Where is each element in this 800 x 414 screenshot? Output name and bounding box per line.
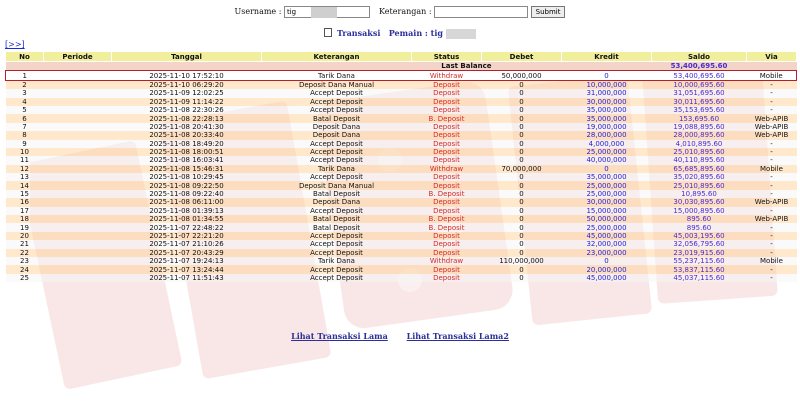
- cell-no: 23: [6, 257, 44, 265]
- pemain-label: Pemain : tig: [388, 28, 443, 38]
- table-row: [6, 181, 797, 189]
- cell-saldo: 45,003,195.60: [652, 232, 747, 240]
- cell-keterangan: Accept Deposit: [262, 89, 412, 97]
- cell-status: Deposit: [412, 123, 482, 131]
- cell-via: -: [747, 190, 797, 198]
- col-tanggal: Tanggal: [112, 52, 262, 62]
- cell-saldo: 23,019,915.60: [652, 249, 747, 257]
- cell-keterangan: Accept Deposit: [262, 274, 412, 282]
- cell-no: 9: [6, 140, 44, 148]
- cell-keterangan: Tarik Dana: [262, 165, 412, 173]
- cell-kredit: 23,000,000: [562, 249, 652, 257]
- submit-button[interactable]: Submit: [531, 6, 566, 18]
- cell-kredit: 45,000,000: [562, 274, 652, 282]
- cell-keterangan: Accept Deposit: [262, 249, 412, 257]
- cell-kredit: 31,000,000: [562, 89, 652, 97]
- cell-kredit: 25,000,000: [562, 190, 652, 198]
- cell-status: Withdraw: [412, 165, 482, 173]
- cell-no: 25: [6, 274, 44, 282]
- cell-saldo: 10,895.60: [652, 190, 747, 198]
- table-row: [6, 198, 797, 206]
- caption-label: Transaksi: [337, 28, 381, 38]
- cell-saldo: 25,010,895.60: [652, 181, 747, 189]
- table-row: [6, 106, 797, 114]
- cell-keterangan: Accept Deposit: [262, 265, 412, 273]
- table-row: [6, 274, 797, 282]
- cell-kredit: 40,000,000: [562, 156, 652, 164]
- cell-debet: 0: [482, 274, 562, 282]
- cell-keterangan: Accept Deposit: [262, 240, 412, 248]
- cell-debet: 0: [482, 190, 562, 198]
- cell-debet: 0: [482, 265, 562, 273]
- cell-periode: [44, 181, 112, 189]
- cell-keterangan: Deposit Dana: [262, 198, 412, 206]
- old-transactions-link-2[interactable]: Lihat Transaksi Lama2: [406, 331, 509, 341]
- cell-tanggal: 2025-11-08 20:33:40: [112, 131, 262, 139]
- cell-debet: 0: [482, 148, 562, 156]
- cell-via: Web-APIB: [747, 215, 797, 223]
- cell-tanggal: 2025-11-09 12:02:25: [112, 89, 262, 97]
- cell-saldo: 65,685,895.60: [652, 165, 747, 173]
- cell-tanggal: 2025-11-08 09:22:50: [112, 181, 262, 189]
- cell-keterangan: Accept Deposit: [262, 106, 412, 114]
- cell-no: 5: [6, 106, 44, 114]
- cell-saldo: 153,695.60: [652, 114, 747, 122]
- cell-debet: 70,000,000: [482, 165, 562, 173]
- cell-saldo: 19,088,895.60: [652, 123, 747, 131]
- cell-debet: 50,000,000: [482, 71, 562, 80]
- cell-kredit: 35,000,000: [562, 106, 652, 114]
- cell-status: B. Deposit: [412, 215, 482, 223]
- cell-via: Mobile: [747, 71, 797, 80]
- table-row: [6, 190, 797, 198]
- cell-status: B. Deposit: [412, 190, 482, 198]
- table-row: [6, 215, 797, 223]
- cell-debet: 0: [482, 240, 562, 248]
- cell-tanggal: 2025-11-07 20:43:29: [112, 249, 262, 257]
- cell-periode: [44, 148, 112, 156]
- cell-no: 8: [6, 131, 44, 139]
- col-keterangan: Keterangan: [262, 52, 412, 62]
- cell-tanggal: 2025-11-08 16:03:41: [112, 156, 262, 164]
- cell-via: Web-APIB: [747, 198, 797, 206]
- table-row: [6, 131, 797, 139]
- cell-status: Deposit: [412, 80, 482, 89]
- masked-player: [446, 29, 476, 39]
- cell-periode: [44, 131, 112, 139]
- last-balance-row: [6, 62, 797, 71]
- cell-kredit: 28,000,000: [562, 131, 652, 139]
- cell-kredit: 19,000,000: [562, 123, 652, 131]
- col-periode: Periode: [44, 52, 112, 62]
- cell-kredit: 35,000,000: [562, 173, 652, 181]
- cell-kredit: 0: [562, 165, 652, 173]
- cell-periode: [44, 265, 112, 273]
- cell-kredit: 50,000,000: [562, 215, 652, 223]
- cell-kredit: 45,000,000: [562, 232, 652, 240]
- cell-no: 22: [6, 249, 44, 257]
- cell-status: Deposit: [412, 140, 482, 148]
- cell-status: Deposit: [412, 181, 482, 189]
- cell-saldo: 35,020,895.60: [652, 173, 747, 181]
- cell-debet: 0: [482, 123, 562, 131]
- cell-keterangan: Accept Deposit: [262, 207, 412, 215]
- cell-kredit: 30,000,000: [562, 98, 652, 106]
- last-balance-label: Last Balance: [6, 62, 652, 71]
- cell-status: Deposit: [412, 156, 482, 164]
- col-debet: Debet: [482, 52, 562, 62]
- cell-via: -: [747, 249, 797, 257]
- cell-keterangan: Batal Deposit: [262, 215, 412, 223]
- cell-kredit: 35,000,000: [562, 114, 652, 122]
- cell-debet: 0: [482, 156, 562, 164]
- cell-debet: 0: [482, 131, 562, 139]
- cell-saldo: 10,000,695.60: [652, 80, 747, 89]
- cell-via: -: [747, 232, 797, 240]
- col-kredit: Kredit: [562, 52, 652, 62]
- cell-periode: [44, 165, 112, 173]
- cell-status: Deposit: [412, 274, 482, 282]
- cell-via: -: [747, 207, 797, 215]
- cell-tanggal: 2025-11-07 13:24:44: [112, 265, 262, 273]
- cell-saldo: 895.60: [652, 215, 747, 223]
- cell-keterangan: Tarik Dana: [262, 71, 412, 80]
- next-page-link[interactable]: [>>]: [5, 40, 25, 49]
- last-balance-value: 53,400,695.60: [652, 62, 747, 71]
- table-row: [6, 240, 797, 248]
- transaction-caption: [0, 28, 800, 39]
- cell-tanggal: 2025-11-07 19:24:13: [112, 257, 262, 265]
- table-row: [6, 89, 797, 97]
- cell-debet: 0: [482, 207, 562, 215]
- cell-status: B. Deposit: [412, 223, 482, 231]
- username-label: Username :: [234, 7, 282, 16]
- cell-via: -: [747, 80, 797, 89]
- cell-periode: [44, 114, 112, 122]
- cell-periode: [44, 89, 112, 97]
- cell-keterangan: Accept Deposit: [262, 98, 412, 106]
- cell-tanggal: 2025-11-08 09:22:40: [112, 190, 262, 198]
- cell-no: 4: [6, 98, 44, 106]
- col-no: No: [6, 52, 44, 62]
- cell-status: B. Deposit: [412, 114, 482, 122]
- table-row: [6, 257, 797, 265]
- cell-status: Deposit: [412, 148, 482, 156]
- cell-no: 18: [6, 215, 44, 223]
- table-row-highlighted: [6, 71, 797, 80]
- table-header-row: [6, 52, 797, 62]
- cell-status: Withdraw: [412, 71, 482, 80]
- table-row: [6, 140, 797, 148]
- cell-tanggal: 2025-11-07 22:48:22: [112, 223, 262, 231]
- cell-keterangan: Deposit Dana: [262, 123, 412, 131]
- cell-via: -: [747, 173, 797, 181]
- cell-keterangan: Accept Deposit: [262, 140, 412, 148]
- cell-no: 14: [6, 181, 44, 189]
- cell-tanggal: 2025-11-08 20:41:30: [112, 123, 262, 131]
- cell-no: 3: [6, 89, 44, 97]
- cell-kredit: 10,000,000: [562, 80, 652, 89]
- table-row: [6, 148, 797, 156]
- cell-debet: 0: [482, 215, 562, 223]
- cell-via: -: [747, 240, 797, 248]
- cell-keterangan: Accept Deposit: [262, 148, 412, 156]
- cell-no: 13: [6, 173, 44, 181]
- cell-status: Deposit: [412, 207, 482, 215]
- cell-no: 11: [6, 156, 44, 164]
- cell-kredit: 20,000,000: [562, 265, 652, 273]
- cell-via: -: [747, 181, 797, 189]
- cell-periode: [44, 257, 112, 265]
- cell-status: Deposit: [412, 232, 482, 240]
- cell-kredit: 0: [562, 257, 652, 265]
- cell-debet: 0: [482, 98, 562, 106]
- cell-tanggal: 2025-11-09 11:14:22: [112, 98, 262, 106]
- cell-via: -: [747, 89, 797, 97]
- cell-kredit: 30,000,000: [562, 198, 652, 206]
- cell-status: Deposit: [412, 89, 482, 97]
- keterangan-input[interactable]: [434, 6, 528, 18]
- cell-status: Deposit: [412, 265, 482, 273]
- search-form: [0, 6, 800, 18]
- cell-keterangan: Batal Deposit: [262, 223, 412, 231]
- cell-saldo: 25,010,895.60: [652, 148, 747, 156]
- cell-kredit: 25,000,000: [562, 223, 652, 231]
- cell-periode: [44, 249, 112, 257]
- cell-via: -: [747, 140, 797, 148]
- table-row: [6, 80, 797, 89]
- cell-debet: 0: [482, 173, 562, 181]
- cell-via: Mobile: [747, 165, 797, 173]
- cell-no: 16: [6, 198, 44, 206]
- cell-saldo: 15,000,895.60: [652, 207, 747, 215]
- cell-status: Deposit: [412, 173, 482, 181]
- last-balance-via: [747, 62, 797, 71]
- table-row: [6, 165, 797, 173]
- cell-no: 12: [6, 165, 44, 173]
- table-row: [6, 156, 797, 164]
- cell-periode: [44, 156, 112, 164]
- cell-tanggal: 2025-11-08 18:49:20: [112, 140, 262, 148]
- col-via: Via: [747, 52, 797, 62]
- table-row: [6, 223, 797, 231]
- cell-keterangan: Batal Deposit: [262, 114, 412, 122]
- cell-saldo: 45,037,115.60: [652, 274, 747, 282]
- cell-saldo: 40,110,895.60: [652, 156, 747, 164]
- cell-debet: 0: [482, 198, 562, 206]
- table-row: [6, 98, 797, 106]
- cell-tanggal: 2025-11-10 17:52:10: [112, 71, 262, 80]
- cell-no: 21: [6, 240, 44, 248]
- cell-no: 6: [6, 114, 44, 122]
- keterangan-label: Keterangan :: [379, 7, 432, 16]
- table-row: [6, 123, 797, 131]
- cell-keterangan: Tarik Dana: [262, 257, 412, 265]
- cell-periode: [44, 123, 112, 131]
- document-icon: [324, 28, 332, 37]
- cell-debet: 0: [482, 223, 562, 231]
- cell-kredit: 0: [562, 71, 652, 80]
- cell-tanggal: 2025-11-08 06:11:00: [112, 198, 262, 206]
- cell-via: Web-APIB: [747, 123, 797, 131]
- cell-saldo: 30,011,695.60: [652, 98, 747, 106]
- cell-periode: [44, 274, 112, 282]
- cell-status: Deposit: [412, 98, 482, 106]
- cell-saldo: 53,400,695.60: [652, 71, 747, 80]
- cell-periode: [44, 198, 112, 206]
- cell-kredit: 15,000,000: [562, 207, 652, 215]
- cell-saldo: 895.60: [652, 223, 747, 231]
- table-row: [6, 114, 797, 122]
- cell-no: 2: [6, 80, 44, 89]
- cell-saldo: 4,010,895.60: [652, 140, 747, 148]
- cell-saldo: 30,030,895.60: [652, 198, 747, 206]
- cell-saldo: 28,000,895.60: [652, 131, 747, 139]
- cell-tanggal: 2025-11-07 21:10:26: [112, 240, 262, 248]
- cell-debet: 0: [482, 89, 562, 97]
- cell-debet: 0: [482, 114, 562, 122]
- cell-saldo: 53,837,115.60: [652, 265, 747, 273]
- cell-via: Mobile: [747, 257, 797, 265]
- cell-tanggal: 2025-11-08 01:39:13: [112, 207, 262, 215]
- col-saldo: Saldo: [652, 52, 747, 62]
- cell-debet: 0: [482, 80, 562, 89]
- cell-debet: 0: [482, 140, 562, 148]
- cell-status: Withdraw: [412, 257, 482, 265]
- cell-tanggal: 2025-11-07 22:21:20: [112, 232, 262, 240]
- cell-periode: [44, 71, 112, 80]
- cell-keterangan: Accept Deposit: [262, 156, 412, 164]
- cell-no: 24: [6, 265, 44, 273]
- cell-periode: [44, 190, 112, 198]
- cell-via: Web-APIB: [747, 131, 797, 139]
- cell-status: Deposit: [412, 106, 482, 114]
- cell-periode: [44, 232, 112, 240]
- cell-keterangan: Deposit Dana Manual: [262, 80, 412, 89]
- cell-via: Web-APIB: [747, 114, 797, 122]
- cell-tanggal: 2025-11-08 01:34:55: [112, 215, 262, 223]
- cell-keterangan: Deposit Dana: [262, 131, 412, 139]
- cell-no: 17: [6, 207, 44, 215]
- cell-via: -: [747, 274, 797, 282]
- table-row: [6, 207, 797, 215]
- cell-status: Deposit: [412, 240, 482, 248]
- cell-debet: 0: [482, 181, 562, 189]
- cell-periode: [44, 240, 112, 248]
- cell-via: -: [747, 148, 797, 156]
- cell-periode: [44, 223, 112, 231]
- cell-tanggal: 2025-11-08 22:28:13: [112, 114, 262, 122]
- cell-tanggal: 2025-11-08 22:30:26: [112, 106, 262, 114]
- cell-saldo: 32,056,795.60: [652, 240, 747, 248]
- cell-via: -: [747, 223, 797, 231]
- cell-no: 15: [6, 190, 44, 198]
- cell-periode: [44, 98, 112, 106]
- cell-keterangan: Accept Deposit: [262, 232, 412, 240]
- cell-saldo: 55,237,115.60: [652, 257, 747, 265]
- cell-no: 20: [6, 232, 44, 240]
- cell-debet: 0: [482, 249, 562, 257]
- cell-debet: 0: [482, 232, 562, 240]
- cell-periode: [44, 80, 112, 89]
- cell-periode: [44, 215, 112, 223]
- cell-status: Deposit: [412, 198, 482, 206]
- cell-status: Deposit: [412, 249, 482, 257]
- footer-links: [0, 331, 800, 341]
- cell-tanggal: 2025-11-08 15:46:31: [112, 165, 262, 173]
- cell-no: 10: [6, 148, 44, 156]
- cell-debet: 0: [482, 106, 562, 114]
- cell-kredit: 25,000,000: [562, 148, 652, 156]
- cell-via: -: [747, 156, 797, 164]
- cell-no: 7: [6, 123, 44, 131]
- cell-kredit: 4,000,000: [562, 140, 652, 148]
- table-row: [6, 173, 797, 181]
- masked-username: [311, 7, 337, 18]
- cell-keterangan: Deposit Dana Manual: [262, 181, 412, 189]
- col-status: Status: [412, 52, 482, 62]
- cell-no: 1: [6, 71, 44, 80]
- cell-saldo: 31,051,695.60: [652, 89, 747, 97]
- cell-tanggal: 2025-11-08 10:29:45: [112, 173, 262, 181]
- cell-keterangan: Accept Deposit: [262, 173, 412, 181]
- cell-kredit: 32,000,000: [562, 240, 652, 248]
- old-transactions-link[interactable]: Lihat Transaksi Lama: [291, 331, 388, 341]
- cell-debet: 110,000,000: [482, 257, 562, 265]
- cell-kredit: 25,000,000: [562, 181, 652, 189]
- cell-status: Deposit: [412, 131, 482, 139]
- cell-tanggal: 2025-11-10 06:29:20: [112, 80, 262, 89]
- cell-via: -: [747, 106, 797, 114]
- cell-tanggal: 2025-11-07 11:51:43: [112, 274, 262, 282]
- cell-tanggal: 2025-11-08 18:00:51: [112, 148, 262, 156]
- cell-periode: [44, 140, 112, 148]
- table-row: [6, 265, 797, 273]
- table-row: [6, 232, 797, 240]
- cell-periode: [44, 106, 112, 114]
- cell-via: -: [747, 98, 797, 106]
- cell-via: -: [747, 265, 797, 273]
- cell-periode: [44, 173, 112, 181]
- cell-periode: [44, 207, 112, 215]
- table-row: [6, 249, 797, 257]
- cell-keterangan: Batal Deposit: [262, 190, 412, 198]
- cell-saldo: 35,153,695.60: [652, 106, 747, 114]
- transaction-table: [5, 51, 797, 282]
- cell-no: 19: [6, 223, 44, 231]
